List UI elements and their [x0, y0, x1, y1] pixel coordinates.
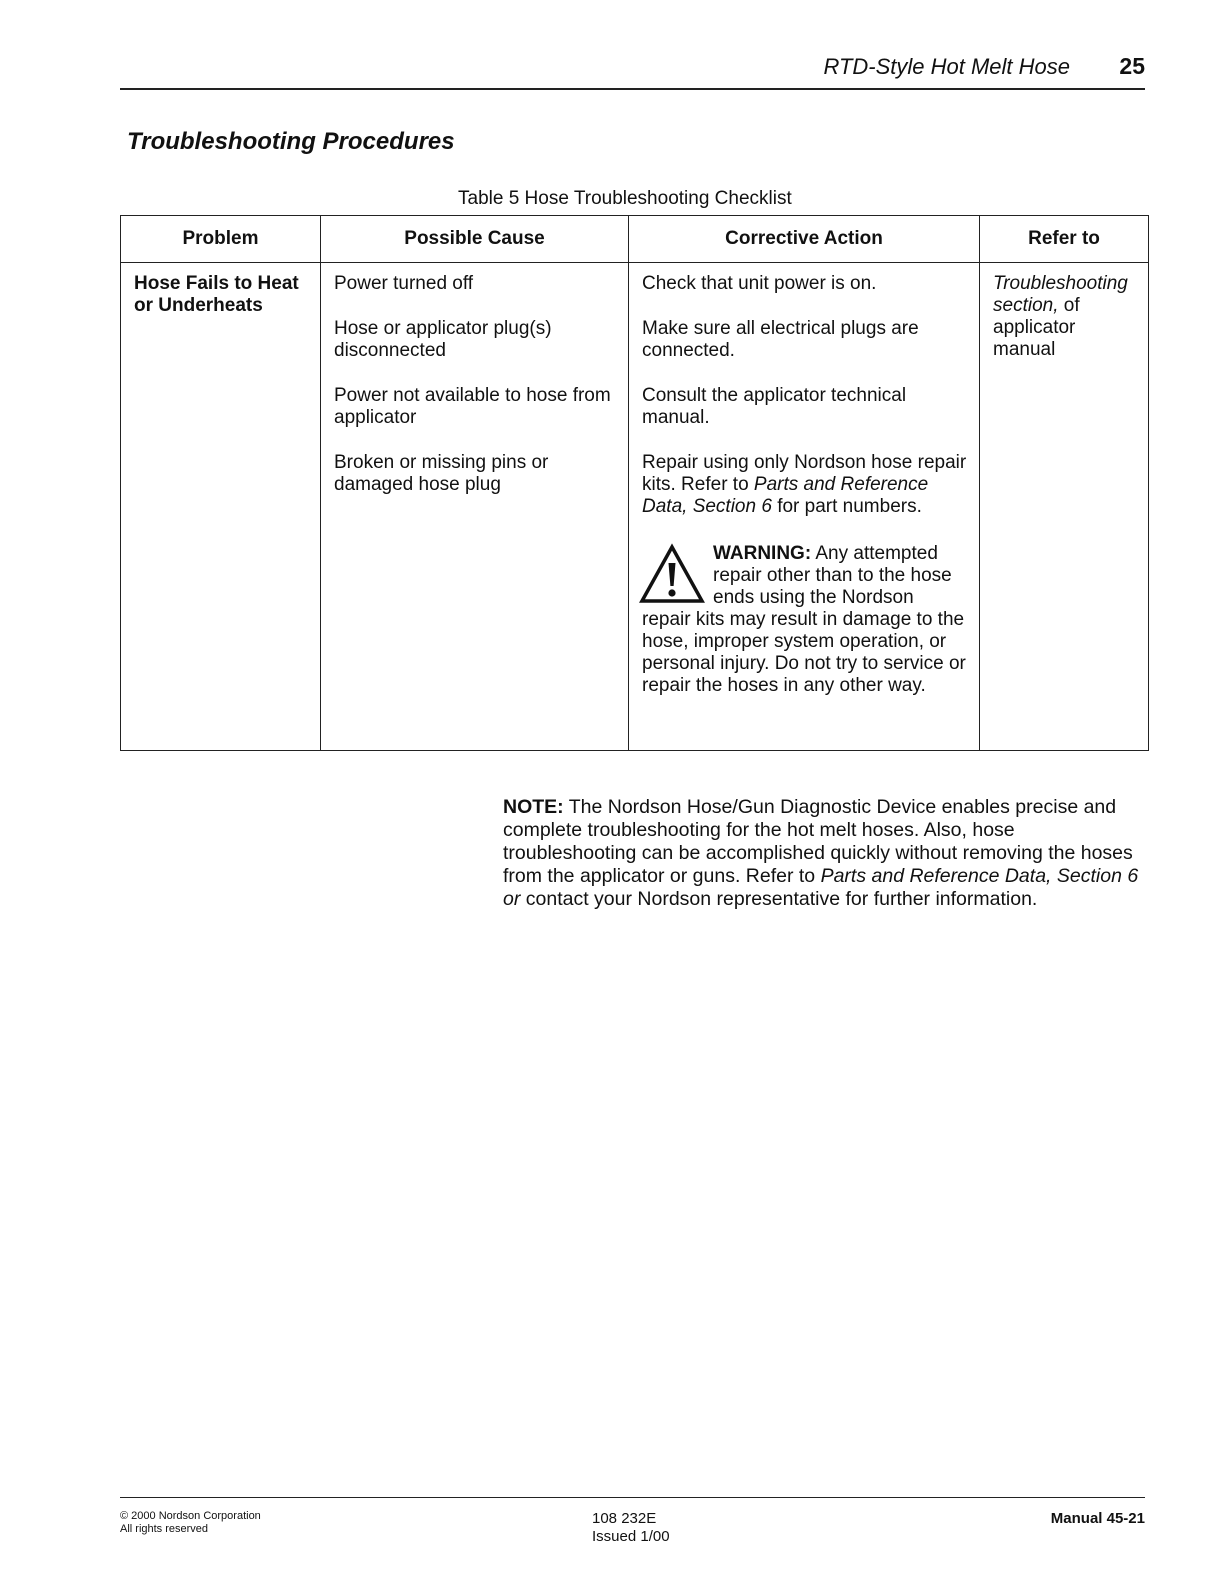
corrective-action-cell: [629, 263, 980, 751]
troubleshooting-table: [120, 215, 1149, 751]
cause-item: Power turned off: [334, 273, 474, 294]
action-item: Make sure all electrical plugs are connected.: [642, 318, 919, 361]
table-header-row: [121, 216, 1149, 263]
refer-to-manual: of applicator manual: [993, 295, 1080, 360]
page-header: [120, 52, 1145, 90]
problem-text: Hose Fails to Heat or Underheats: [134, 273, 299, 316]
note-paragraph: NOTE: The Nordson Hose/Gun Diagnostic Device enables precise and complete troubleshooting for the hot melt hoses. Also, hose troubleshooting can be accomplished quickly without removing the hoses from the applicator or guns. Refer to Parts and Reference Data, Section 6 or contact your Nordson representative for further information.: [503, 796, 1139, 910]
column-header-possible-cause: Possible Cause: [321, 216, 629, 263]
problem-cell: [121, 263, 321, 751]
footer-copyright: © 2000 Nordson Corporation All rights reserved: [120, 1510, 261, 1535]
footer-manual-number: Manual 45-21: [1050, 1510, 1145, 1527]
section-heading: Troubleshooting Procedures: [127, 128, 455, 155]
cause-item: Power not available to hose from applicator: [334, 385, 611, 428]
action-item: Consult the applicator technical manual.: [642, 385, 907, 428]
cause-item: Hose or applicator plug(s) disconnected: [334, 318, 552, 361]
page-footer: [120, 1497, 1145, 1558]
warning-block: [642, 541, 967, 697]
action-item: Repair using only Nordson hose repair kits. Refer to Parts and Reference Data, Section 6 for part numbers.: [642, 452, 967, 517]
page-number: 25: [1119, 53, 1145, 79]
cause-item: Broken or missing pins or damaged hose plug: [334, 452, 549, 495]
warning-triangle-icon: [639, 543, 705, 605]
warning-label: WARNING:: [713, 543, 812, 564]
header-title: RTD-Style Hot Melt Hose: [823, 54, 1070, 79]
possible-cause-cell: [321, 263, 629, 751]
column-header-problem: Problem: [121, 216, 321, 263]
column-header-corrective-action: Corrective Action: [629, 216, 980, 263]
action-item: Check that unit power is on.: [642, 273, 877, 294]
table-caption: Table 5 Hose Troubleshooting Checklist: [458, 188, 792, 209]
note-label: NOTE:: [503, 796, 564, 818]
table-row: [121, 263, 1149, 751]
refer-to-section: Troubleshooting section,: [993, 273, 1128, 316]
column-header-refer-to: Refer to: [980, 216, 1149, 263]
footer-doc-info: 108 232E Issued 1/00: [592, 1510, 670, 1545]
refer-to-cell: [980, 263, 1149, 751]
warning-text: Any attempted repair other than to the hose ends using the Nordson repair kits may result in damage to the hose, improper system operation, or personal injury. Do not try to service or repair the hoses in any other way.: [642, 543, 966, 696]
